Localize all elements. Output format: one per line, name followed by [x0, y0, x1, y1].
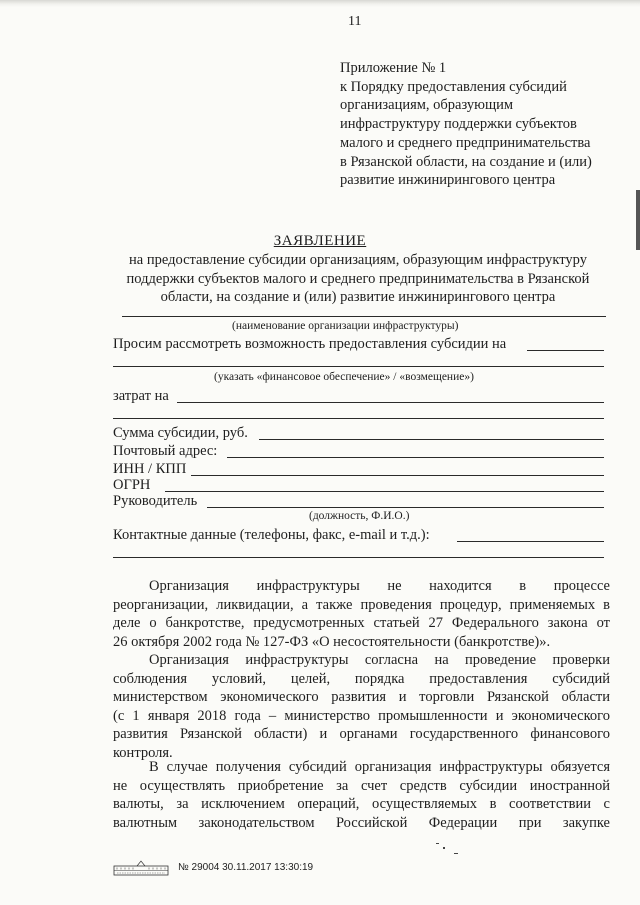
- appendix-line: организациям, образующим: [340, 97, 514, 114]
- org-name-field[interactable]: [122, 316, 606, 317]
- paragraph-inspection-consent: [113, 651, 610, 763]
- paragraph-line: валютным законодательством Российской Федерации при закупке: [113, 814, 610, 831]
- paragraph-currency-obligation: [113, 758, 610, 832]
- scan-speck: [436, 843, 439, 844]
- contacts-label: Контактные данные (телефоны, факс, e-mail и т.д.):: [113, 527, 430, 543]
- document-subtitle: [108, 251, 608, 307]
- page-number: 11: [348, 14, 362, 29]
- request-hint: (указать «финансовое обеспечение» / «возмещение»): [214, 371, 474, 383]
- costs-field[interactable]: [177, 402, 604, 403]
- contacts-field[interactable]: [457, 541, 604, 542]
- scan-speck: [443, 847, 445, 849]
- contacts-field-line2[interactable]: [113, 557, 604, 558]
- paragraph-line: Организация инфраструктуры согласна на проведение проверки: [149, 652, 610, 668]
- subtitle-line: области, на создание и (или) развитие инжинирингового центра: [160, 289, 556, 305]
- costs-field-line2[interactable]: [113, 418, 604, 419]
- inn-kpp-field[interactable]: [191, 475, 604, 476]
- document-code: № 29004 30.11.2017 13:30:19: [178, 862, 314, 873]
- scan-edge: [0, 0, 640, 7]
- paragraph-line: (с 1 января 2018 года – министерство промышленности и экономического: [113, 707, 610, 724]
- subtitle-line: на предоставление субсидии организациям, образующим инфраструктуру: [129, 252, 587, 268]
- subsidy-amount-field[interactable]: [259, 439, 604, 440]
- registry-stamp-icon: [113, 860, 169, 878]
- appendix-line: малого и среднего предпринимательства: [340, 134, 591, 151]
- request-field[interactable]: [527, 350, 604, 351]
- costs-label: затрат на: [113, 388, 169, 404]
- appendix-line: в Рязанской области, на создание и (или): [340, 153, 592, 170]
- head-hint: (должность, Ф.И.О.): [309, 510, 410, 522]
- paragraph-line: реорганизации, ликвидации, а также проведения процедур, применяемых в: [113, 596, 610, 613]
- paragraph-line: 26 октября 2002 года № 127-ФЗ «О несостоятельности (банкротстве)».: [113, 633, 551, 650]
- document-title-wrap: [0, 233, 640, 250]
- paragraph-line: министерством экономического развития и торговли Рязанской области: [113, 689, 610, 706]
- paragraph-line: В случае получения субсидий организация инфраструктуры обязуется: [149, 759, 610, 775]
- paragraph-no-bankruptcy: [113, 577, 610, 651]
- ogrn-label: ОГРН: [113, 477, 151, 493]
- postal-address-field[interactable]: [227, 457, 604, 458]
- paragraph-line: контроля.: [113, 744, 173, 761]
- org-name-hint: (наименование организации инфраструктуры): [232, 320, 459, 332]
- request-field-line2[interactable]: [113, 366, 604, 367]
- paragraph-line: соблюдения условий, целей, порядка предоставления субсидий: [113, 670, 610, 687]
- paragraph-line: деле о банкротстве, предусмотренных статьей 27 Федерального закона от: [113, 615, 610, 632]
- document-title: ЗАЯВЛЕНИЕ: [273, 233, 367, 249]
- head-field[interactable]: [207, 507, 604, 508]
- appendix-line: к Порядку предоставления субсидий: [340, 78, 567, 95]
- paragraph-line: валюты, за исключением операций, осуществляемых в соответствии с: [113, 796, 610, 813]
- appendix-line: Приложение № 1: [340, 60, 447, 76]
- appendix-line: инфраструктуру поддержки субъектов: [340, 116, 577, 133]
- paragraph-line: не осуществлять приобретение за счет средств субсидии иностранной: [113, 777, 610, 794]
- paragraph-line: Организация инфраструктуры не находится в процессе: [149, 578, 610, 594]
- subsidy-amount-label: Сумма субсидии, руб.: [113, 425, 248, 441]
- inn-kpp-label: ИНН / КПП: [113, 461, 187, 477]
- scan-speck: [454, 853, 458, 854]
- appendix-line: развитие инжинирингового центра: [340, 172, 556, 189]
- ogrn-field[interactable]: [165, 491, 604, 492]
- postal-address-label: Почтовый адрес:: [113, 443, 218, 459]
- appendix-block: [340, 59, 630, 190]
- request-label: Просим рассмотреть возможность предоставления субсидии на: [113, 336, 507, 352]
- head-label: Руководитель: [113, 493, 198, 509]
- paragraph-line: развития Рязанской области) и органами государственного финансового: [113, 726, 610, 743]
- subtitle-line: поддержки субъектов малого и среднего предпринимательства в Рязанской: [126, 270, 590, 287]
